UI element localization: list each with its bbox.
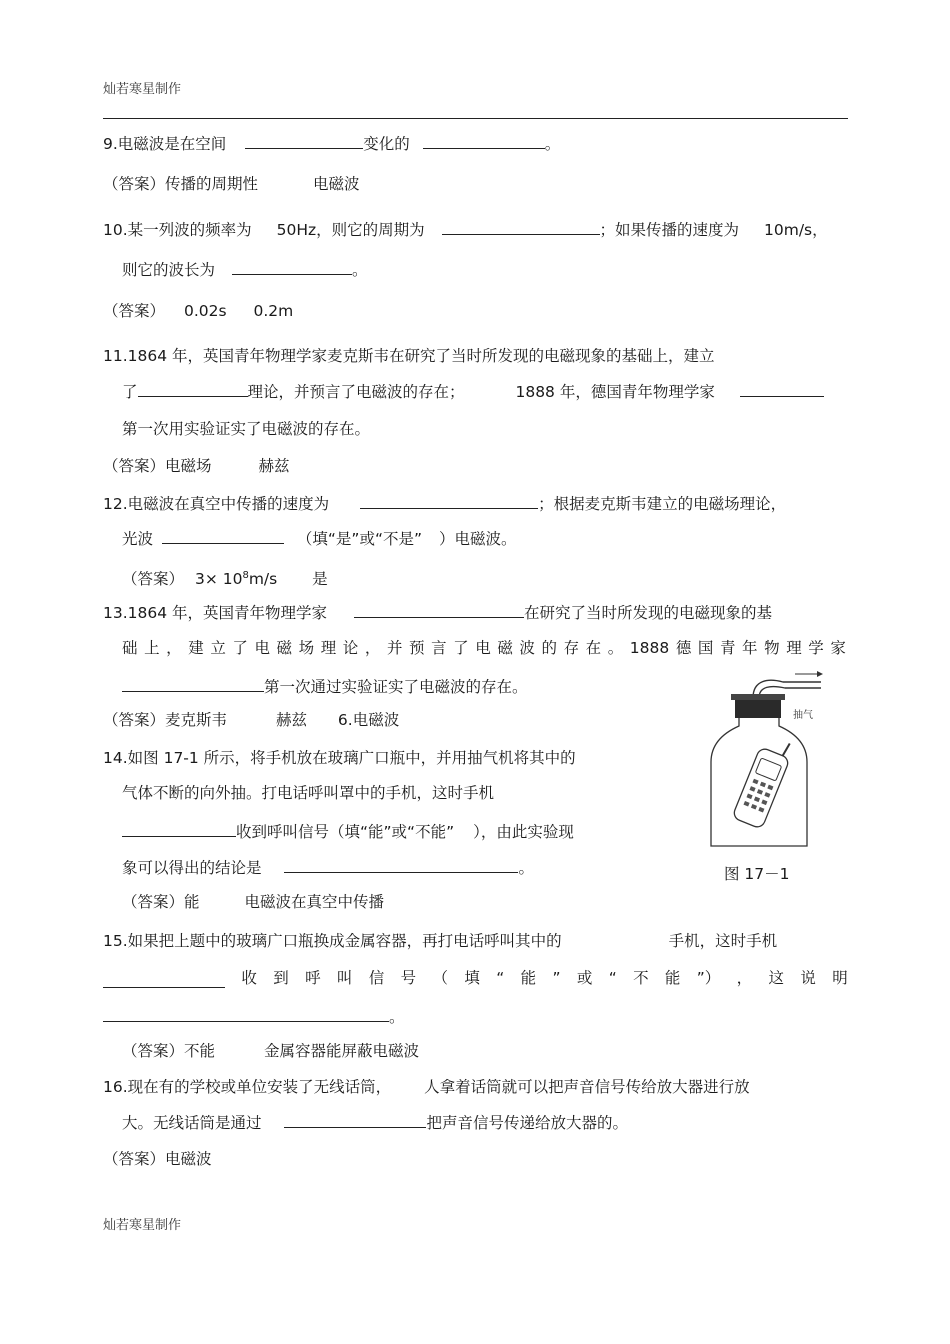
q12-text-d: （填“是”或“不是” — [296, 530, 423, 548]
q10-text-c: ；如果传播的速度为 — [599, 221, 740, 239]
q15-char: 或 — [576, 969, 593, 987]
q10-text-f: 。 — [351, 261, 368, 279]
q9-blank-2[interactable] — [423, 133, 545, 149]
q12-answer-2b: m/s — [248, 570, 278, 589]
question-13 — [103, 602, 772, 623]
question-13-line-2 — [122, 638, 846, 658]
q13-char: 理 — [786, 639, 802, 657]
q16-text-d: 把声音信号传递给放大器的。 — [426, 1114, 628, 1132]
q15-char: 填 — [464, 969, 480, 987]
question-15-line-3 — [103, 1006, 405, 1027]
question-14-line-2: 气体不断的向外抽。打电话呼叫罩中的手机，这时手机 — [122, 784, 495, 802]
q9-text-c: 。 — [544, 135, 561, 153]
question-12-line-2 — [122, 528, 516, 549]
q15-char: “ — [608, 969, 617, 987]
answer-11 — [103, 456, 289, 476]
q9-blank-1[interactable] — [245, 133, 363, 149]
q15-char: ， — [736, 969, 753, 987]
footer-maker: 灿若寒星制作 — [103, 1218, 182, 1233]
q14-blank-1[interactable] — [122, 821, 236, 837]
q15-char: 呼 — [305, 969, 321, 987]
q12-answer-2sup: 8 — [242, 570, 249, 581]
q13-char: 并 — [386, 639, 403, 657]
q13-char: 德 — [675, 639, 692, 657]
q9-text-b: 变化的 — [363, 135, 410, 153]
header-maker: 灿若寒星制作 — [103, 82, 182, 97]
answer-14 — [122, 892, 384, 912]
q15-blank-1[interactable] — [103, 972, 225, 988]
q15-char: 到 — [273, 969, 289, 987]
question-11: 11.1864 年，英国青年物理学家麦克斯韦在研究了当时所发现的电磁现象的基础上，建立 — [103, 347, 715, 365]
question-14-line-3 — [122, 821, 574, 842]
question-11-line-2 — [122, 381, 824, 402]
answer-9 — [103, 174, 359, 194]
q15-char: 不 — [633, 969, 649, 987]
q9-answer-1: （答案）传播的周期性 — [103, 175, 259, 193]
q13-char: 了 — [232, 639, 248, 657]
q15-char: 叫 — [336, 969, 353, 987]
q13-char: 青 — [719, 639, 736, 657]
q10-text-a: 10.某一列波的频率为 — [103, 221, 252, 239]
q10-text-d: 10m/s， — [764, 221, 828, 239]
q13-char: 1888 — [629, 639, 670, 657]
q15-char: “ — [496, 969, 505, 987]
q13-text-d: 第一次通过实验证实了电磁波的存在。 — [264, 678, 528, 696]
answer-10 — [103, 301, 293, 321]
answer-16: （答案）电磁波 — [103, 1150, 212, 1168]
question-14-line-4 — [122, 857, 534, 878]
q14-answer-1: （答案）能 — [122, 893, 200, 911]
q12-text-a: 12.电磁波在真空中传播的速度为 — [103, 495, 330, 513]
q13-answer-2: 赫兹 — [275, 711, 307, 729]
q13-char: ， — [166, 639, 182, 657]
figure-label: 抽气 — [793, 710, 813, 721]
question-14: 14.如图 17-1 所示，将手机放在玻璃广口瓶中，并用抽气机将其中的 — [103, 749, 576, 767]
q13-char: ， — [364, 639, 381, 657]
q15-char: 能 — [664, 969, 681, 987]
q13-char: 础 — [122, 639, 138, 657]
q13-answer-1: （答案）麦克斯韦 — [103, 711, 228, 729]
q12-blank-2[interactable] — [162, 528, 284, 544]
question-10-line-2 — [122, 259, 367, 280]
q11-answer-1: （答案）电磁场 — [103, 457, 212, 475]
q12-text-c: 光波 — [122, 530, 154, 548]
q13-char: 国 — [697, 639, 714, 657]
q11-text-b: 了 — [122, 383, 138, 401]
question-11-line-3: 第一次用实验证实了电磁波的存在。 — [122, 420, 371, 438]
q10-answer-1: （答案） — [103, 302, 166, 320]
q11-answer-2: 赫兹 — [258, 457, 290, 475]
header-rule — [103, 118, 848, 119]
q16-blank-1[interactable] — [284, 1112, 426, 1128]
q13-char: 磁 — [497, 639, 513, 657]
q11-blank-2[interactable] — [740, 381, 824, 397]
question-9 — [103, 133, 560, 154]
figure-caption: 图 17－1 — [724, 865, 790, 883]
q9-answer-2: 电磁波 — [312, 175, 360, 193]
q15-char: 信 — [368, 969, 385, 987]
q13-blank-1[interactable] — [354, 602, 524, 618]
q10-answer-2: 0.02s — [183, 302, 227, 320]
q13-char: 立 — [210, 639, 226, 657]
q13-char: 言 — [431, 639, 447, 657]
q13-char: 家 — [830, 639, 846, 657]
question-10 — [103, 219, 828, 240]
q15-answer-2: 金属容器能屏蔽电磁波 — [263, 1042, 419, 1060]
question-16 — [103, 1077, 750, 1097]
q11-blank-1[interactable] — [138, 381, 248, 397]
answer-15 — [122, 1041, 419, 1061]
q15-text-d: 。 — [389, 1008, 405, 1026]
q10-answer-3: 0.2m — [253, 302, 294, 320]
q10-text-b: 50Hz，则它的周期为 — [276, 221, 425, 239]
q10-text-e: 则它的波长为 — [122, 261, 216, 279]
q14-answer-2: 电磁波在真空中传播 — [244, 893, 384, 911]
q10-blank-1[interactable] — [442, 219, 600, 235]
q13-char: 年 — [742, 639, 758, 657]
q9-text-a: 9.电磁波是在空间 — [103, 135, 227, 153]
q13-text-b: 在研究了当时所发现的电磁现象的基 — [523, 604, 772, 622]
q13-char: 了 — [453, 639, 469, 657]
q15-char: （ — [432, 969, 449, 987]
q13-char: 建 — [188, 639, 204, 657]
q15-char: 这 — [768, 969, 785, 987]
q13-blank-2[interactable] — [122, 676, 264, 692]
q16-text-a: 16.现在有的学校或单位安装了无线话筒， — [103, 1078, 392, 1096]
question-16-line-2 — [122, 1112, 628, 1133]
q16-text-c: 大。无线话筒是通过 — [122, 1114, 262, 1132]
q13-char: 电 — [475, 639, 491, 657]
q13-answer-3: 6.电磁波 — [337, 711, 400, 729]
q15-text-b: 手机，这时手机 — [668, 932, 778, 950]
q13-char: 场 — [298, 639, 315, 657]
q15-char: 说 — [800, 969, 816, 987]
q13-char: 在 — [585, 639, 602, 657]
q15-blank-2[interactable] — [103, 1006, 389, 1022]
q13-text-a: 13.1864 年，英国青年物理学家 — [103, 604, 328, 622]
q13-char: 理 — [320, 639, 337, 657]
q12-answer-1: （答案） — [122, 570, 185, 589]
q11-text-c: 理论，并预言了电磁波的存在； — [247, 383, 465, 401]
q12-answer-2a: 3× 10 — [194, 570, 243, 589]
q15-char: 明 — [832, 969, 848, 987]
q15-char: 收 — [241, 969, 257, 987]
q13-char: 学 — [808, 639, 824, 657]
q15-char: ” — [552, 969, 561, 987]
q13-char: 上 — [144, 639, 160, 657]
q14-text-c: 收到呼叫信号（填“能”或“不能” — [236, 823, 455, 841]
q13-char: 电 — [254, 639, 270, 657]
q15-char: ”） — [696, 969, 721, 987]
q13-char: 物 — [764, 639, 780, 657]
q15-answer-1: （答案）不能 — [122, 1042, 216, 1060]
q14-text-d: ），由此实验现 — [473, 823, 574, 841]
bottle-phone-figure — [703, 670, 833, 850]
answer-12 — [122, 566, 328, 589]
q14-text-f: 。 — [518, 859, 534, 877]
answer-13 — [103, 710, 399, 730]
q12-blank-1[interactable] — [360, 493, 538, 509]
q13-char: 存 — [563, 639, 580, 657]
q11-text-d: 1888 年，德国青年物理学家 — [515, 383, 715, 401]
q12-text-e: ）电磁波。 — [438, 530, 517, 548]
q13-char: 论 — [342, 639, 359, 657]
q12-answer-3: 是 — [312, 570, 328, 589]
q12-text-b: ；根据麦克斯韦建立的电磁场理论， — [538, 495, 787, 513]
q14-blank-2[interactable] — [284, 857, 518, 873]
q15-text-a: 15.如果把上题中的玻璃广口瓶换成金属容器，再打电话呼叫其中的 — [103, 932, 562, 950]
question-12 — [103, 493, 786, 514]
q14-text-e: 象可以得出的结论是 — [122, 859, 262, 877]
q16-text-b: 人拿着话筒就可以把声音信号传给放大器进行放 — [424, 1078, 750, 1096]
q10-blank-2[interactable] — [232, 259, 352, 275]
question-15-line-2 — [103, 968, 848, 988]
q15-char: 号 — [400, 969, 417, 987]
q13-char: 的 — [541, 639, 557, 657]
q13-char: 波 — [519, 639, 535, 657]
q13-char: 。 — [607, 639, 624, 657]
question-15 — [103, 931, 777, 951]
q13-char: 预 — [409, 639, 425, 657]
question-13-line-3 — [122, 676, 528, 697]
q15-char: 能 — [520, 969, 537, 987]
q13-char: 磁 — [276, 639, 293, 657]
